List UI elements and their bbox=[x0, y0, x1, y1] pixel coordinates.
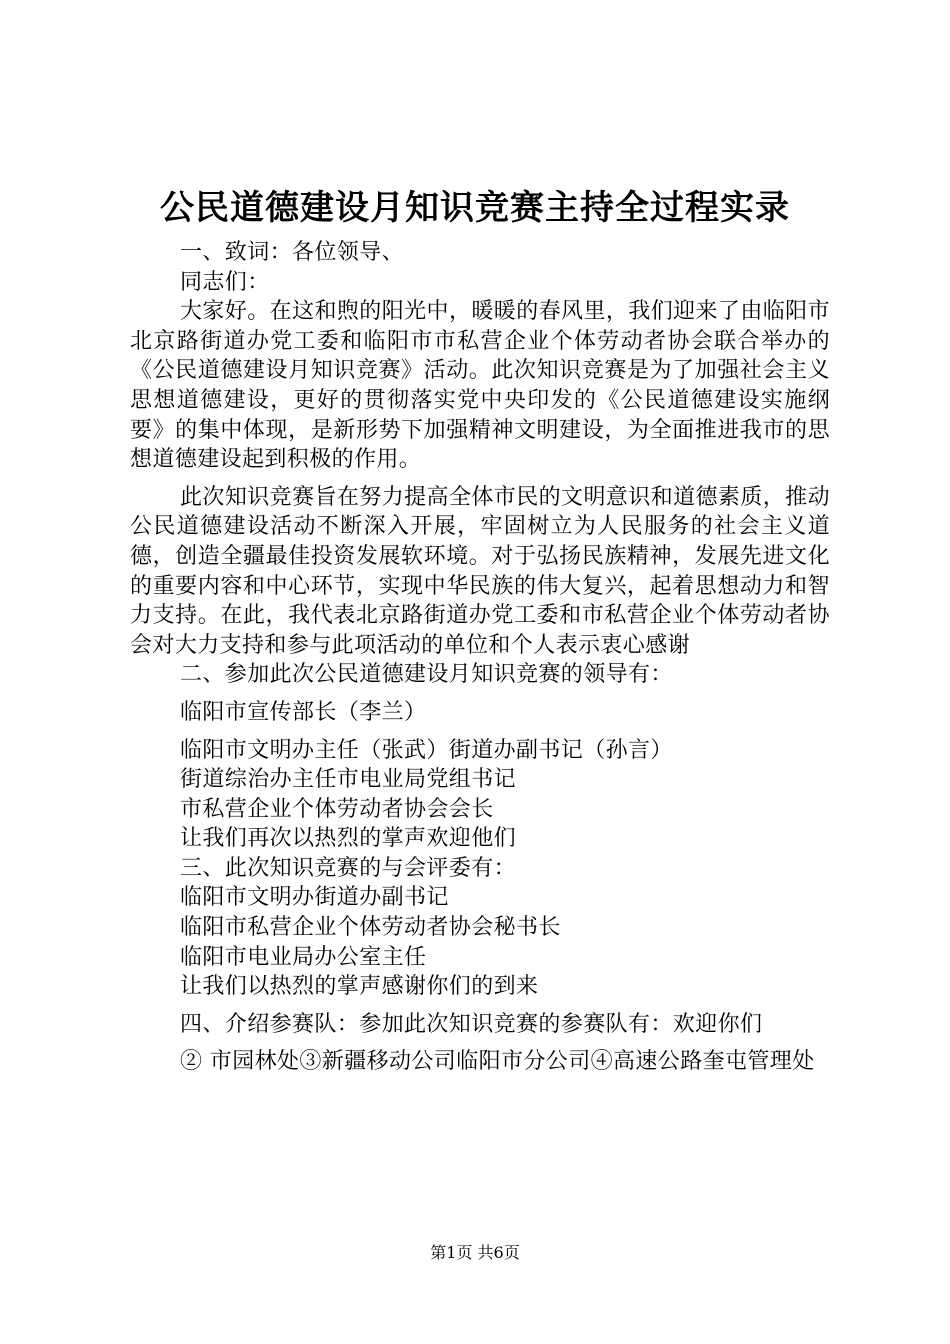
list-item-leader: 临阳市文明办主任（张武）街道办副书记（孙言） bbox=[180, 737, 673, 763]
paragraph-teams-heading: 四、介绍参赛队：参加此次知识竞赛的参赛队有：欢迎你们 bbox=[180, 1011, 763, 1037]
list-item-judge: 临阳市电业局办公室主任 bbox=[180, 944, 427, 970]
paragraph-applause-thanks: 让我们以热烈的掌声感谢你们的到来 bbox=[180, 974, 539, 1000]
list-item-judge: 临阳市私营企业个体劳动者协会秘书长 bbox=[180, 915, 561, 941]
paragraph-greeting: 同志们： bbox=[180, 269, 270, 295]
list-item-leader: 临阳市宣传部长（李兰） bbox=[180, 699, 427, 725]
list-item-judge: 临阳市文明办街道办副书记 bbox=[180, 885, 449, 911]
paragraph-speech-heading: 一、致词：各位领导、 bbox=[180, 240, 405, 265]
page-footer: 第1页 共6页 bbox=[430, 1243, 520, 1262]
document-title: 公民道德建设月知识竞赛主持全过程实录 bbox=[160, 188, 790, 228]
paragraph-teams-list: ② 市园林处③新疆移动公司临阳市分公司④高速公路奎屯管理处 bbox=[180, 1049, 815, 1075]
document-body bbox=[130, 238, 830, 1077]
paragraph-applause-welcome: 让我们再次以热烈的掌声欢迎他们 bbox=[180, 826, 517, 852]
paragraph-judges-heading: 三、此次知识竞赛的与会评委有： bbox=[180, 855, 517, 881]
paragraph-welcome: 大家好。在这和煦的阳光中，暖暖的春风里，我们迎来了由临阳市北京路街道办党工委和临阳市市私营企业个体劳动者协会联合举办的《公民道德建设月知识竞赛》活动。此次知识竞赛是为了加强社会主义思想道德建设，更好的贯彻落实党中央印发的《公民道德建设实施纲要》的集中体现，是新形势下加强精神文明建设，为全面推进我市的思想道德建设起到积极的作用。 bbox=[130, 299, 830, 473]
paragraph-leaders-heading: 二、参加此次公民道德建设月知识竞赛的领导有： bbox=[180, 662, 673, 688]
list-item-leader: 街道综治办主任市电业局党组书记 bbox=[180, 767, 517, 793]
list-item-leader: 市私营企业个体劳动者协会会长 bbox=[180, 796, 494, 822]
paragraph-purpose: 此次知识竞赛旨在努力提高全体市民的文明意识和道德素质，推动公民道德建设活动不断深入开展，牢固树立为人民服务的社会主义道德，创造全疆最佳投资发展软环境。对于弘扬民族精神，发展先进文化的重要内容和中心环节，实现中华民族的伟大复兴，起着思想动力和智力支持。在此，我代表北京路街道办党工委和市私营企业个体劳动者协会对大力支持和参与此项活动的单位和个人表示衷心感谢 bbox=[130, 484, 830, 658]
